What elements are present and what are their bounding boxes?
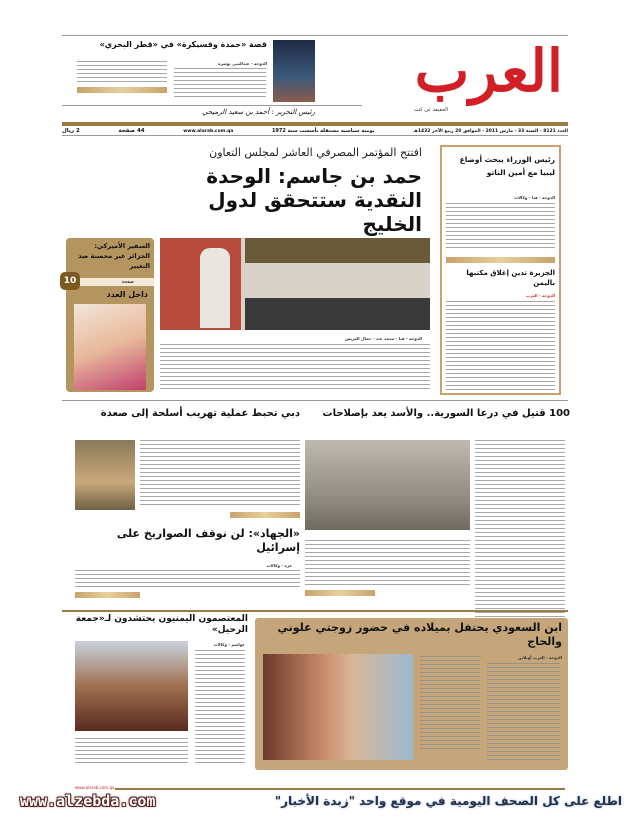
footer-url[interactable]: www.alarab.com.qa — [75, 785, 115, 790]
yemen-photo[interactable] — [75, 641, 188, 731]
syria-headline[interactable]: 100 قتيل في درعا السورية.. والأسد يعد بإصلاحات — [322, 408, 570, 419]
page-count: 44 صفحة — [118, 128, 145, 134]
jihad-headline[interactable]: «الجهاد»: لن نوقف الصواريخ على إسرائيل — [116, 527, 300, 554]
dubai-headline[interactable]: دبي تحبط عملية تهريب أسلحة إلى صعدة — [100, 408, 300, 419]
zebda-promo[interactable]: اطلع على كل الصحف اليومية في موقع واحد "زبدة الأخبار" — [274, 794, 622, 808]
price: 2 ريال — [62, 128, 80, 134]
syria-photo[interactable] — [305, 440, 470, 530]
sidebar-story2-headline[interactable]: الجزيرة تدين إغلاق مكتبها باليمن — [466, 269, 555, 287]
yemen-headline[interactable]: المعتصمون اليمنيون يحتشدون لـ«جمعة الرحيل» — [75, 614, 248, 635]
lead-kicker: افتتح المؤتمر المصرفي العاشر لمجلس التعاون — [209, 146, 422, 159]
sidebar-headline[interactable]: رئيس الوزراء يبحث أوضاع ليبيا مع أمين الناتو — [459, 155, 555, 177]
jihad-byline: غزة - وكالات — [266, 563, 292, 568]
website-link[interactable]: www.alarab.com.qa — [183, 128, 234, 134]
dateline — [62, 127, 568, 136]
logo: العرب — [414, 37, 563, 105]
lead-headline[interactable]: حمد بن جاسم: الوحدة النقدية ستتحقق لدول الخليج — [206, 164, 422, 236]
teaser-image[interactable] — [273, 40, 315, 102]
tagline: الحقيقة عن كثب — [413, 107, 448, 113]
issue-info: العدد 8121 - السنة 33 - مارس 2011 - الموافق 20 ربيع الآخر 1432هـ — [413, 128, 568, 134]
saudi-byline: الدوحة - العرب أونلاين — [518, 655, 562, 660]
lead-photo[interactable] — [160, 238, 430, 330]
sidebar-story2-byline: الدوحة - العرب — [525, 293, 555, 298]
zebda-url[interactable]: www.alzebda.com — [20, 792, 156, 810]
teaser-title[interactable]: قصة «حمدة وفسيكرة» في «قطر البحري» — [99, 40, 267, 49]
inside-promo[interactable] — [63, 238, 154, 392]
saudi-story-box — [255, 618, 568, 770]
page-number-badge: 10 — [60, 272, 80, 290]
sidebar-box — [440, 145, 561, 395]
paper-description: يومية سياسية مستقلة تأسست سنة 1972 — [271, 128, 375, 134]
saudi-photo[interactable] — [263, 654, 413, 760]
teaser-byline: الدوحة - عبدالغني بوضرة — [217, 61, 267, 66]
magazine-cover-image — [74, 304, 146, 390]
editor-line: رئيس التحرير : أحمد بن سعيد الرميحي — [202, 108, 315, 116]
yemen-byline: عواصم - وكالات — [213, 642, 245, 647]
inside-promo-title: السفير الأميركي: الجزائر غير محصنة ضد التغيير — [78, 242, 150, 270]
sidebar-byline: الدوحة - قنا - وكالات — [514, 195, 555, 200]
masthead — [62, 35, 568, 120]
dubai-photo[interactable] — [75, 440, 135, 510]
inside-label: داخل العدد — [106, 290, 148, 299]
saudi-headline[interactable]: ابن السعودي يحتفل بميلاده في حضور زوجتي علوني والحاج — [277, 621, 562, 648]
page-label: صفحة — [121, 279, 134, 285]
lead-byline: الدوحة - قنا - محمد عبد - جمال العريض — [345, 336, 422, 341]
